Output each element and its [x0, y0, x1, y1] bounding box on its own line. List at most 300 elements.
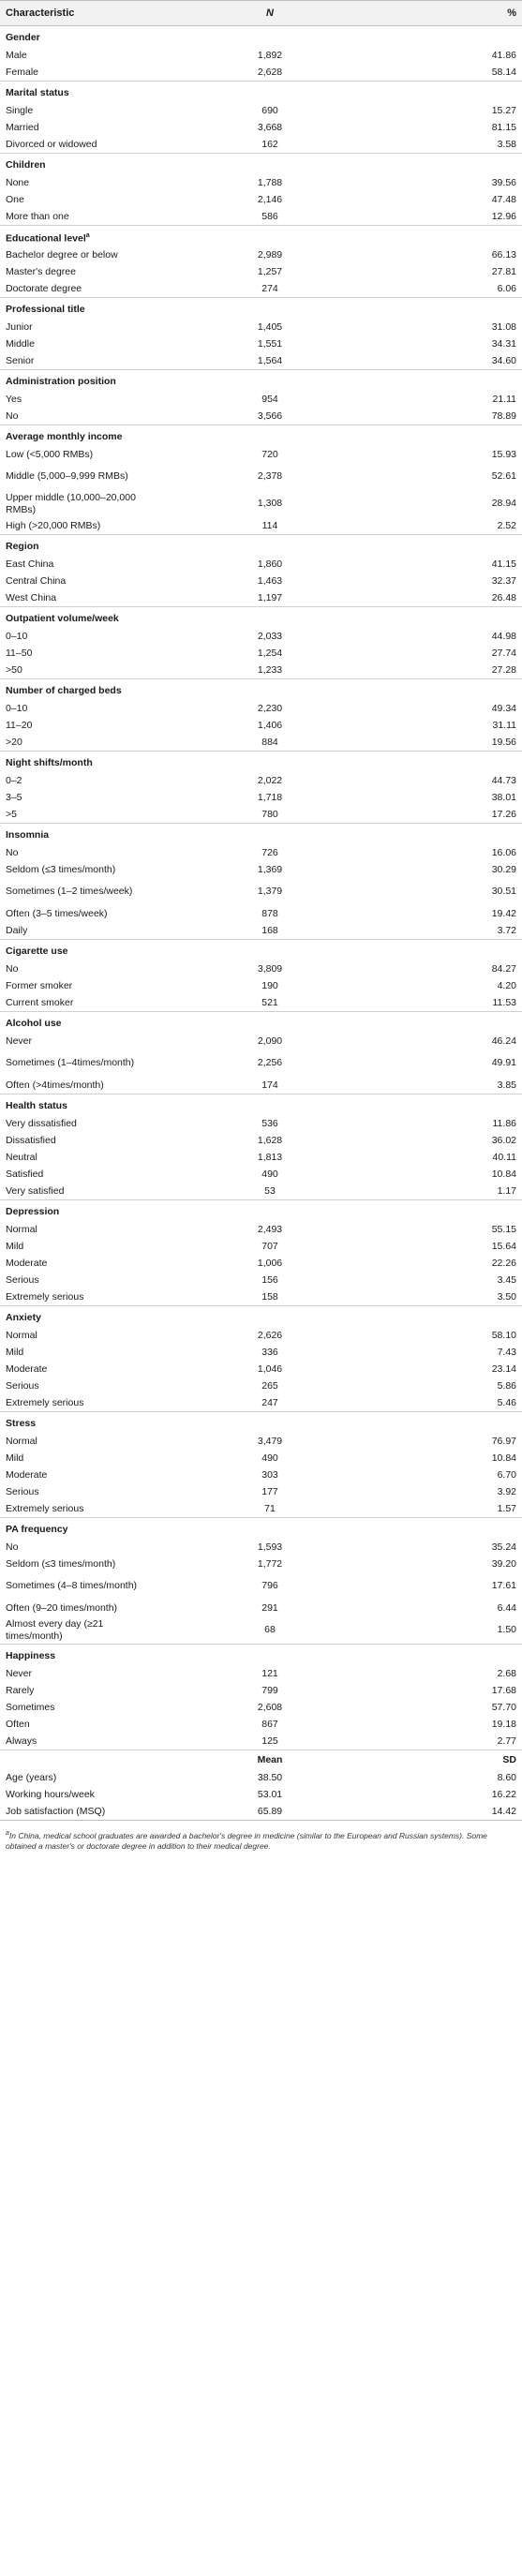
row-label: Extremely serious: [6, 1396, 84, 1408]
row-count: 2,626: [257, 1329, 283, 1341]
section-header-row: [0, 370, 522, 392]
row-label: Middle (5,000–9,999 RMBs): [6, 470, 128, 482]
row-label: Serious: [6, 1273, 39, 1286]
section-title: [0, 370, 522, 392]
row-label: Junior: [6, 320, 33, 333]
row-percent: 10.84: [491, 1452, 516, 1464]
section-header-row: [0, 1412, 522, 1434]
table-row: [0, 556, 522, 573]
section-title-text: Marital status: [6, 86, 69, 98]
table-row: [0, 352, 522, 370]
section-title: [0, 1094, 522, 1116]
row-percent: 47.48: [491, 193, 516, 205]
table-row: [0, 589, 522, 607]
row-count: 3,809: [257, 962, 283, 975]
row-label: Doctorate degree: [6, 282, 82, 294]
table-row: [0, 1467, 522, 1483]
row-label: Moderate: [6, 1257, 48, 1269]
table-row: [0, 1500, 522, 1518]
table-row: [0, 335, 522, 352]
row-count: 1,593: [257, 1541, 283, 1553]
row-percent: 84.27: [491, 962, 516, 975]
table-row: [0, 102, 522, 119]
row-percent: 26.48: [491, 591, 516, 603]
section-header-row: [0, 1645, 522, 1666]
row-percent: 27.74: [491, 647, 516, 659]
table-row: [0, 1716, 522, 1733]
row-sd: 14.42: [373, 1803, 522, 1821]
row-count: 3,668: [257, 121, 283, 133]
section-header-row: [0, 679, 522, 701]
section-title-text: Professional title: [6, 303, 85, 315]
row-label: Rarely: [6, 1684, 35, 1696]
row-percent: 34.60: [491, 354, 516, 366]
row-label: Almost every day (≥21 times/month): [6, 1617, 104, 1642]
row-count: 720: [261, 448, 278, 460]
table-row: [0, 1033, 522, 1050]
row-count: 53: [264, 1184, 276, 1197]
row-count: 521: [261, 996, 278, 1008]
row-count: 3,566: [257, 409, 283, 422]
row-count: 690: [261, 104, 278, 116]
row-count: 1,233: [257, 663, 283, 676]
row-percent: 30.29: [491, 863, 516, 875]
row-label: Serious: [6, 1379, 39, 1392]
row-percent: 52.61: [491, 470, 516, 482]
section-title-text: Stress: [6, 1417, 37, 1429]
row-count: 2,493: [257, 1223, 283, 1235]
row-percent: 41.15: [491, 558, 516, 570]
row-percent: 66.13: [491, 248, 516, 261]
row-count: 265: [261, 1379, 278, 1392]
table-row: [0, 1433, 522, 1450]
continuous-header-row: [0, 1750, 522, 1770]
row-label: 11–20: [6, 719, 33, 731]
row-label: Working hours/week: [6, 1788, 95, 1800]
row-count: 174: [261, 1079, 278, 1091]
row-count: 707: [261, 1240, 278, 1252]
row-count: 1,406: [257, 719, 283, 731]
row-percent: 10.84: [491, 1168, 516, 1180]
row-count: 2,033: [257, 630, 283, 642]
header-characteristic: Characteristic: [0, 1, 167, 26]
section-header-row: [0, 940, 522, 961]
row-count: 2,090: [257, 1035, 283, 1047]
row-count: 177: [261, 1485, 278, 1497]
row-label: 11–50: [6, 647, 33, 659]
table-row: [0, 905, 522, 922]
row-count: 125: [261, 1735, 278, 1747]
row-count: 1,628: [257, 1134, 283, 1146]
mean-header: Mean: [167, 1750, 373, 1770]
row-percent: 5.46: [497, 1396, 516, 1408]
row-percent: 17.26: [491, 808, 516, 820]
row-mean: 53.01: [257, 1788, 283, 1800]
row-percent: 12.96: [491, 210, 516, 222]
section-title: [0, 26, 522, 48]
row-label: Sometimes (1–2 times/week): [6, 886, 133, 897]
row-count: 2,378: [257, 470, 283, 482]
row-percent: 11.86: [492, 1117, 516, 1129]
table-row: [0, 246, 522, 263]
table-row: [0, 119, 522, 136]
table-row: [0, 1377, 522, 1394]
row-label: No: [6, 1541, 19, 1553]
row-count: 867: [261, 1718, 278, 1730]
table-row: [0, 490, 522, 517]
row-percent: 31.08: [491, 320, 516, 333]
row-count: 2,022: [257, 774, 283, 786]
section-title: [0, 752, 522, 773]
row-percent: 41.86: [491, 49, 516, 61]
row-percent: 28.94: [491, 498, 516, 509]
table-row: [0, 806, 522, 824]
row-label: Bachelor degree or below: [6, 248, 118, 261]
footnote-ref-marker: a: [85, 231, 90, 239]
row-count: 2,146: [257, 193, 283, 205]
table-row: [0, 1288, 522, 1306]
row-count: 878: [261, 907, 278, 919]
row-percent: 19.42: [491, 907, 516, 919]
header-row: [0, 1, 522, 26]
row-count: 1,308: [257, 498, 283, 509]
row-label: Often: [6, 1718, 30, 1730]
row-label: Low (<5,000 RMBs): [6, 448, 94, 460]
table-row: [0, 1665, 522, 1682]
row-count: 2,608: [257, 1701, 283, 1713]
row-label: Sometimes (1–4times/month): [6, 1057, 135, 1068]
header-n: N: [167, 1, 373, 26]
table-row: [0, 280, 522, 298]
table-row: [0, 1166, 522, 1183]
row-percent: 15.93: [491, 448, 516, 460]
row-label: Often (3–5 times/week): [6, 907, 108, 919]
section-title: [0, 298, 522, 320]
table-row: [0, 191, 522, 208]
table-row: [0, 628, 522, 645]
row-percent: 16.06: [491, 846, 516, 858]
table-row: [0, 1483, 522, 1500]
row-count: 274: [261, 282, 278, 294]
table-row: [0, 1539, 522, 1556]
row-percent: 27.28: [491, 663, 516, 676]
table-row: [0, 700, 522, 717]
row-label: Male: [6, 49, 27, 61]
row-count: 2,230: [257, 702, 283, 714]
row-label: Divorced or widowed: [6, 138, 97, 150]
table-row: [0, 844, 522, 861]
row-label: Neutral: [6, 1151, 37, 1163]
table-row: [0, 263, 522, 280]
row-count: 1,379: [257, 886, 283, 897]
table-row: [0, 1394, 522, 1412]
table-row: [0, 47, 522, 64]
row-label: 0–10: [6, 630, 28, 642]
row-percent: 15.64: [491, 1240, 516, 1252]
row-label: West China: [6, 591, 57, 603]
table-row: [0, 789, 522, 806]
continuous-row: [0, 1786, 522, 1803]
row-percent: 1.17: [497, 1184, 516, 1197]
row-percent: 22.26: [491, 1257, 516, 1269]
table-row: [0, 1450, 522, 1467]
row-percent: 3.50: [497, 1290, 516, 1303]
row-sd: 16.22: [491, 1788, 516, 1800]
row-label: >5: [6, 808, 17, 820]
row-count: 121: [261, 1667, 278, 1679]
row-count: 799: [261, 1684, 278, 1696]
table-row: [0, 174, 522, 191]
table-row: [0, 1149, 522, 1166]
row-sd: 8.60: [497, 1771, 516, 1783]
row-percent: 3.58: [497, 138, 516, 150]
row-percent: 2.77: [497, 1735, 516, 1747]
table-row: [0, 408, 522, 425]
section-title: [0, 679, 522, 701]
section-header-row: [0, 226, 522, 247]
table-row: [0, 1132, 522, 1149]
table-row: [0, 1682, 522, 1699]
section-title-text: Educational level: [6, 232, 86, 245]
section-title-text: Gender: [6, 31, 40, 43]
row-percent: 2.52: [497, 519, 516, 531]
section-header-row: [0, 425, 522, 447]
table-body: [0, 26, 522, 1821]
row-label: Often (9–20 times/month): [6, 1601, 118, 1614]
row-label: Extremely serious: [6, 1502, 84, 1514]
row-label: 3–5: [6, 791, 22, 803]
section-title-text: PA frequency: [6, 1523, 68, 1535]
table-row: [0, 446, 522, 463]
row-percent: 49.34: [491, 702, 516, 714]
table-row: [0, 922, 522, 940]
table-row: [0, 772, 522, 789]
row-label: >20: [6, 736, 22, 748]
header-percent: %: [373, 1, 522, 26]
section-title: [0, 226, 522, 247]
row-percent: 49.91: [491, 1057, 516, 1068]
table-row: [0, 1255, 522, 1272]
row-count: 586: [261, 210, 278, 222]
section-title-text: Depression: [6, 1205, 60, 1217]
section-title: [0, 1518, 522, 1540]
sd-header: SD: [373, 1750, 522, 1770]
row-count: 1,772: [257, 1557, 283, 1570]
row-percent: 2.68: [497, 1667, 516, 1679]
row-percent: 6.06: [497, 282, 516, 294]
row-count: 247: [261, 1396, 278, 1408]
row-count: 1,254: [257, 647, 283, 659]
row-count: 2,628: [257, 66, 283, 78]
row-label: Very satisfied: [6, 1184, 65, 1197]
row-percent: 6.70: [497, 1468, 516, 1481]
row-percent: 44.98: [491, 630, 516, 642]
row-label: Extremely serious: [6, 1290, 84, 1303]
section-title: [0, 1200, 522, 1222]
row-label: Dissatisfied: [6, 1134, 56, 1146]
row-count: 2,989: [257, 248, 283, 261]
row-count: 291: [261, 1601, 278, 1614]
row-percent: 30.51: [491, 886, 516, 897]
row-label: One: [6, 193, 24, 205]
table-footnote: [0, 1821, 522, 1852]
row-label: Mild: [6, 1240, 24, 1252]
section-title: [0, 1012, 522, 1034]
row-count: 536: [261, 1117, 278, 1129]
row-count: 1,369: [257, 863, 283, 875]
row-percent: 81.15: [491, 121, 516, 133]
row-percent: 19.56: [491, 736, 516, 748]
section-header-row: [0, 1012, 522, 1034]
row-percent: 1.50: [497, 1624, 516, 1635]
row-count: 1,564: [257, 354, 283, 366]
table-header: [0, 1, 522, 26]
row-percent: 39.56: [491, 176, 516, 188]
table-row: [0, 1050, 522, 1077]
section-title-text: Outpatient volume/week: [6, 612, 119, 624]
row-count: 1,006: [257, 1257, 283, 1269]
row-percent: 38.01: [491, 791, 516, 803]
row-percent: 4.20: [497, 979, 516, 991]
section-title: [0, 1306, 522, 1328]
table-row: [0, 208, 522, 226]
row-label: Married: [6, 121, 39, 133]
row-mean: 38.50: [257, 1771, 283, 1783]
table-row: [0, 960, 522, 977]
row-count: 162: [261, 138, 278, 150]
row-percent: 39.20: [491, 1557, 516, 1570]
row-count: 954: [261, 393, 278, 405]
row-percent: 19.18: [491, 1718, 516, 1730]
table-row: [0, 1272, 522, 1288]
table-row: [0, 878, 522, 905]
row-percent: 3.85: [497, 1079, 516, 1091]
row-percent: 17.61: [491, 1580, 516, 1591]
section-title: [0, 535, 522, 557]
section-title-text: Insomnia: [6, 828, 50, 841]
row-count: 2,256: [257, 1057, 283, 1068]
section-title-text: Cigarette use: [6, 945, 68, 957]
row-count: 490: [261, 1452, 278, 1464]
row-percent: 58.10: [491, 1329, 516, 1341]
row-count: 490: [261, 1168, 278, 1180]
row-count: 1,046: [257, 1362, 283, 1375]
table-row: [0, 573, 522, 589]
section-title-text: Happiness: [6, 1649, 56, 1661]
row-count: 3,479: [257, 1435, 283, 1447]
row-percent: 31.11: [492, 719, 516, 731]
table-row: [0, 994, 522, 1012]
section-title-text: Health status: [6, 1099, 67, 1111]
row-count: 336: [261, 1346, 278, 1358]
row-percent: 40.11: [492, 1151, 516, 1163]
footnote-marker: a: [6, 1830, 9, 1837]
row-count: 303: [261, 1468, 278, 1481]
continuous-row: [0, 1803, 522, 1821]
section-title-text: Average monthly income: [6, 430, 123, 442]
row-label: Yes: [6, 393, 22, 405]
section-title: [0, 1645, 522, 1666]
row-count: 1,718: [257, 791, 283, 803]
section-header-row: [0, 82, 522, 103]
row-label: Job satisfaction (MSQ): [0, 1803, 167, 1821]
table-row: [0, 1361, 522, 1377]
row-count: 1,551: [257, 337, 283, 350]
row-label: Daily: [6, 924, 28, 936]
section-header-row: [0, 607, 522, 629]
row-label: Mild: [6, 1346, 24, 1358]
row-label: Normal: [6, 1329, 37, 1341]
row-percent: 15.27: [491, 104, 516, 116]
table-row: [0, 1616, 522, 1645]
row-count: 796: [261, 1580, 278, 1591]
row-label: Always: [6, 1735, 37, 1747]
table-row: [0, 734, 522, 752]
section-title-text: Children: [6, 158, 46, 171]
row-label: Never: [6, 1667, 33, 1679]
table-row: [0, 1183, 522, 1200]
table-row: [0, 1327, 522, 1344]
section-header-row: [0, 535, 522, 557]
row-count: 1,197: [257, 591, 283, 603]
row-percent: 34.31: [491, 337, 516, 350]
row-count: 1,463: [257, 574, 283, 587]
row-label: Senior: [6, 354, 35, 366]
row-percent: 44.73: [491, 774, 516, 786]
row-label: No: [6, 846, 19, 858]
row-percent: 21.11: [492, 393, 516, 405]
row-percent: 57.70: [491, 1701, 516, 1713]
table-row: [0, 1077, 522, 1094]
row-percent: 11.53: [492, 996, 516, 1008]
section-title-text: Administration position: [6, 375, 116, 387]
row-label: Seldom (≤3 times/month): [6, 863, 116, 875]
row-label: Upper middle (10,000–20,000 RMBs): [6, 491, 136, 515]
row-count: 1,860: [257, 558, 283, 570]
row-label: Sometimes (4–8 times/month): [6, 1580, 138, 1591]
row-percent: 32.37: [491, 574, 516, 587]
section-title: [0, 82, 522, 103]
row-label: No: [6, 409, 19, 422]
section-title-text: Night shifts/month: [6, 756, 93, 768]
row-label: 0–2: [6, 774, 22, 786]
row-label: Female: [6, 66, 39, 78]
row-count: 1,788: [257, 176, 283, 188]
section-title: [0, 940, 522, 961]
continuous-row: [0, 1769, 522, 1786]
row-count: 190: [261, 979, 278, 991]
row-count: 156: [261, 1273, 278, 1286]
table-row: [0, 662, 522, 679]
table-row: [0, 1221, 522, 1238]
section-header-row: [0, 1200, 522, 1222]
section-title-text: Alcohol use: [6, 1017, 62, 1029]
section-header-row: [0, 26, 522, 48]
table-row: [0, 319, 522, 335]
row-label: Current smoker: [6, 996, 74, 1008]
section-title: [0, 425, 522, 447]
row-count: 1,257: [257, 265, 283, 277]
row-label: Mild: [6, 1452, 24, 1464]
table-row: [0, 1344, 522, 1361]
row-count: 1,405: [257, 320, 283, 333]
row-label: High (>20,000 RMBs): [6, 519, 101, 531]
row-label: Former smoker: [6, 979, 73, 991]
table-row: [0, 1115, 522, 1132]
row-percent: 3.45: [497, 1273, 516, 1286]
row-label: Satisfied: [6, 1168, 44, 1180]
section-title: [0, 824, 522, 845]
